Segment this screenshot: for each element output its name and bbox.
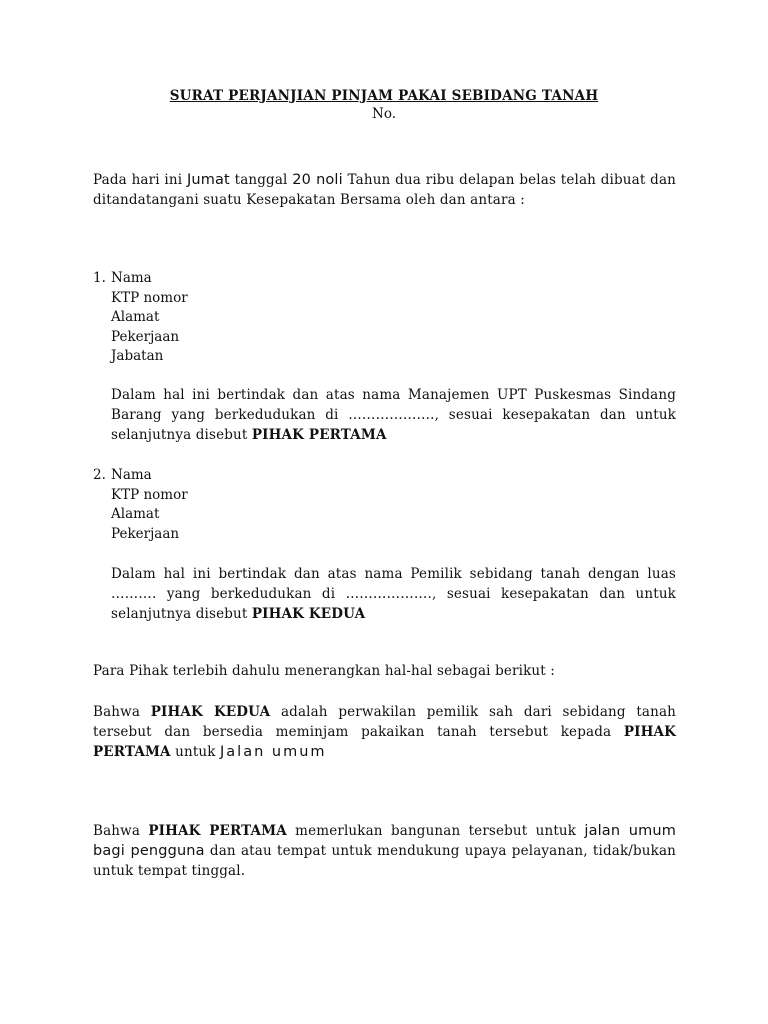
clause1-text-2: adalah perwakilan pemilik sah dari sebidang tanah tersebut dan bersedia meminjam pakaikan tanah tersebut kepada <box>93 704 676 740</box>
party1-field-jabatan: Jabatan <box>111 348 164 364</box>
clause1-paragraph <box>93 702 676 762</box>
party1-desc-text: Dalam hal ini bertindak dan atas nama Manajemen UPT Puskesmas Sindang Barang yang berkedudukan di ………………., sesuai kesepakatan dan untuk selanjutnya disebut <box>111 387 676 443</box>
party1-field-ktp: KTP nomor <box>111 290 188 306</box>
clause1-party: PIHAK KEDUA <box>150 704 271 720</box>
party2-number: 2. <box>93 467 106 483</box>
opening-text-1: Pada hari ini <box>93 172 187 188</box>
opening-date: 20 noli <box>292 172 343 188</box>
clause2-text-3: dan atau tempat untuk mendukung upaya pelayanan, tidak/bukan untuk tempat tinggal. <box>93 843 676 879</box>
clause2-text-2: memerlukan bangunan tersebut untuk <box>286 823 585 839</box>
party1-role: PIHAK PERTAMA <box>251 427 387 443</box>
document-title: SURAT PERJANJIAN PINJAM PAKAI SEBIDANG TANAH <box>169 88 599 104</box>
document-number-label: No. <box>372 106 396 122</box>
party2-field-pekerjaan: Pekerjaan <box>111 526 180 542</box>
clause2-paragraph <box>93 821 676 881</box>
party2-field-nama: Nama <box>111 467 152 483</box>
clause2-party: PIHAK PERTAMA <box>148 823 287 839</box>
clause1-purpose: Jalan umum <box>220 744 327 760</box>
opening-paragraph <box>93 170 676 210</box>
opening-day: Jumat <box>186 172 230 188</box>
clause1-text-1: Bahwa <box>93 704 151 720</box>
party1-field-nama: Nama <box>111 270 152 286</box>
party2-field-ktp: KTP nomor <box>111 487 188 503</box>
party1-field-pekerjaan: Pekerjaan <box>111 329 180 345</box>
party1-number: 1. <box>93 270 106 286</box>
clause2-text-1: Bahwa <box>93 823 149 839</box>
clause2-purpose: jalan umum bagi pengguna <box>93 823 677 859</box>
party2-field-alamat: Alamat <box>111 506 160 522</box>
preamble-paragraph: Para Pihak terlebih dahulu menerangkan hal-hal sebagai berikut : <box>93 663 555 679</box>
party1-field-alamat: Alamat <box>111 309 160 325</box>
clause1-recipient: PIHAK PERTAMA <box>93 724 676 760</box>
opening-text-2: tanggal <box>229 172 293 188</box>
party1-description <box>111 385 676 445</box>
party2-desc-text: Dalam hal ini bertindak dan atas nama Pemilik sebidang tanah dengan luas ………. yang berkedudukan di ………………., sesuai kesepakatan dan untuk selanjutnya disebut <box>111 566 676 622</box>
party2-role: PIHAK KEDUA <box>251 606 366 622</box>
clause1-text-3: untuk <box>170 744 221 760</box>
opening-text-3: Tahun dua ribu delapan belas telah dibuat dan ditandatangani suatu Kesepakatan Bersama oleh dan antara : <box>93 172 676 208</box>
party2-description <box>111 564 676 624</box>
